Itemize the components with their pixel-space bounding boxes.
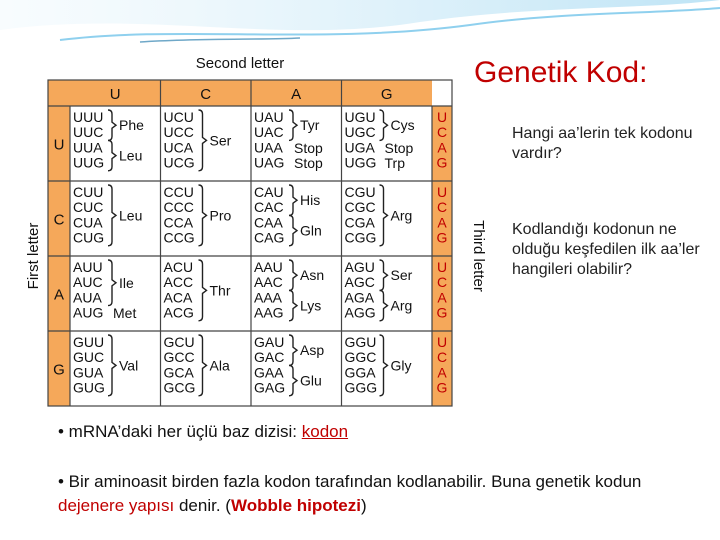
first-letter-A: A — [53, 286, 65, 304]
codon-UUC: UUC — [73, 124, 104, 141]
third-letter-label: Third letter — [470, 220, 487, 292]
amino-acid-cys: Cys — [390, 117, 415, 134]
bullet-degenerate-text: • Bir aminoasit birden fazla kodon tarafından kodlanabilir. Buna genetik kodun — [58, 472, 642, 491]
amino-acid-ala: Ala — [209, 357, 230, 374]
codon-UCA: UCA — [163, 139, 194, 156]
codon-ACU: ACU — [163, 259, 194, 275]
brace-icon — [108, 140, 116, 170]
codon-AUC: AUC — [73, 274, 103, 291]
brace-icon — [199, 260, 207, 321]
codon-table — [14, 46, 504, 416]
codon-UCC: UCC — [163, 124, 194, 141]
bullet-kodon — [58, 420, 698, 444]
brace-icon — [380, 185, 388, 246]
brace-icon — [108, 185, 116, 246]
codon-ACG: ACG — [163, 304, 194, 321]
codon-CAU: CAU — [254, 184, 284, 200]
codon-GCA: GCA — [163, 364, 194, 381]
codon-CUG: CUG — [73, 229, 105, 246]
codon-UGA: UGA — [344, 139, 375, 156]
codon-AAA: AAA — [254, 289, 283, 306]
amino-acid-stop: Stop — [384, 140, 414, 156]
first-letter-U: U — [53, 136, 65, 154]
slide-title: Genetik Kod: — [474, 56, 648, 89]
third-letter-G: G — [436, 229, 448, 246]
wobble-term: Wobble hipotezi — [230, 496, 361, 515]
codon-UUU: UUU — [73, 109, 104, 125]
amino-acid-lys: Lys — [300, 297, 322, 314]
amino-acid-his: His — [300, 192, 321, 209]
first-letter-G: G — [53, 361, 65, 379]
brace-icon — [289, 215, 297, 245]
codon-CUA: CUA — [73, 214, 103, 231]
kodon-term: kodon — [301, 422, 349, 441]
bullet-kodon-prefix: • m — [58, 422, 83, 441]
codon-UUA: UUA — [73, 139, 103, 156]
second-letter-U: U — [109, 86, 121, 103]
codon-GCC: GCC — [163, 349, 195, 366]
question-first-amino-acids: Kodlandığı kodonun ne olduğu keşfedilen ilk aa’ler hangileri olabilir? — [512, 221, 700, 278]
codon-UGG: UGG — [344, 154, 377, 171]
third-letter-A: A — [437, 214, 447, 231]
amino-acid-phe: Phe — [119, 117, 144, 134]
brace-icon — [108, 110, 116, 140]
brace-icon — [289, 110, 297, 140]
codon-GGC: GGC — [344, 349, 377, 366]
codon-UUG: UUG — [73, 154, 105, 171]
brace-icon — [108, 335, 116, 396]
codon-GGU: GGU — [344, 334, 377, 350]
brace-icon — [380, 290, 388, 320]
amino-acid-ser: Ser — [390, 267, 413, 284]
codon-CCG: CCG — [163, 229, 195, 246]
third-letter-G: G — [436, 154, 448, 171]
bullet-degenerate — [58, 470, 708, 518]
third-letter-C: C — [436, 349, 448, 366]
third-letter-U: U — [436, 184, 448, 200]
codon-AAG: AAG — [254, 304, 284, 321]
dejenere-term: dejenere yapısı — [58, 496, 175, 515]
codon-UGC: UGC — [344, 124, 376, 141]
first-letter-label: First letter — [25, 222, 42, 290]
third-letter-A: A — [437, 364, 447, 381]
codon-UAC: UAC — [254, 124, 284, 141]
question-single-codon: Hangi aa’lerin tek kodonu vardır? — [512, 125, 693, 162]
codon-GGA: GGA — [344, 364, 376, 381]
amino-acid-val: Val — [119, 357, 139, 374]
codon-GUU: GUU — [73, 334, 105, 350]
codon-UAA: UAA — [254, 139, 283, 156]
third-letter-C: C — [436, 199, 448, 216]
codon-ACA: ACA — [163, 289, 193, 306]
codon-CGU: CGU — [344, 184, 376, 200]
brace-icon — [289, 335, 297, 365]
brace-icon — [289, 185, 297, 215]
brace-icon — [108, 260, 116, 306]
second-letter-A: A — [291, 86, 302, 103]
amino-acid-arg: Arg — [390, 297, 413, 314]
second-letter-G: G — [380, 86, 393, 103]
second-letter-header — [48, 80, 432, 106]
third-letter-A: A — [437, 139, 447, 156]
codon-GAG: GAG — [254, 379, 286, 396]
codon-ACC: ACC — [163, 274, 194, 291]
bullet-degenerate-text2: denir. ( — [174, 496, 231, 515]
amino-acid-thr: Thr — [209, 282, 231, 299]
codon-CAC: CAC — [254, 199, 284, 216]
codon-UAU: UAU — [254, 109, 284, 125]
amino-acid-gly: Gly — [390, 357, 412, 374]
codon-GAA: GAA — [254, 364, 284, 381]
third-letter-U: U — [436, 334, 448, 350]
amino-acid-tyr: Tyr — [300, 117, 320, 134]
codon-AAU: AAU — [254, 259, 283, 275]
brace-icon — [289, 365, 297, 395]
second-letter-label: Second letter — [195, 55, 285, 72]
third-letter-U: U — [436, 109, 448, 125]
amino-acid-glu: Glu — [300, 372, 322, 389]
codon-CCU: CCU — [163, 184, 194, 200]
brace-icon — [380, 110, 388, 140]
brace-icon — [380, 335, 388, 396]
brace-icon — [199, 110, 207, 171]
codon-AGA: AGA — [344, 289, 375, 306]
codon-CCA: CCA — [163, 214, 194, 231]
third-letter-A: A — [437, 289, 447, 306]
amino-acid-gln: Gln — [300, 222, 322, 239]
codon-GGG: GGG — [344, 379, 378, 396]
brace-icon — [199, 335, 207, 396]
first-letter-C: C — [53, 211, 65, 229]
second-letter-C: C — [200, 86, 212, 103]
codon-GUG: GUG — [73, 379, 105, 396]
amino-acid-arg: Arg — [390, 207, 413, 224]
third-letter-C: C — [436, 124, 448, 141]
brace-icon — [199, 185, 207, 246]
amino-acid-trp: Trp — [384, 155, 405, 172]
codon-AUU: AUU — [73, 259, 103, 275]
codon-GUA: GUA — [73, 364, 104, 381]
third-letter-C: C — [436, 274, 448, 291]
brace-icon — [380, 260, 388, 290]
amino-acid-pro: Pro — [209, 207, 232, 224]
codon-UAG: UAG — [254, 154, 285, 171]
codon-CCC: CCC — [163, 199, 194, 216]
brace-icon — [289, 290, 297, 320]
codon-GUC: GUC — [73, 349, 105, 366]
amino-acid-leu: Leu — [119, 207, 143, 224]
codon-CUU: CUU — [73, 184, 104, 200]
codon-GCG: GCG — [163, 379, 196, 396]
codon-AGU: AGU — [344, 259, 375, 275]
amino-acid-met: Met — [113, 305, 137, 322]
amino-acid-asn: Asn — [300, 267, 325, 284]
codon-CGG: CGG — [344, 229, 377, 246]
codon-CGA: CGA — [344, 214, 375, 231]
codon-UGU: UGU — [344, 109, 376, 125]
brace-icon — [289, 260, 297, 290]
amino-acid-asp: Asp — [300, 342, 325, 359]
third-letter-G: G — [436, 379, 448, 396]
codon-AAC: AAC — [254, 274, 283, 291]
codon-AGG: AGG — [344, 304, 376, 321]
third-letter-U: U — [436, 259, 448, 275]
third-letter-G: G — [436, 304, 448, 321]
amino-acid-ser: Ser — [209, 132, 232, 149]
codon-GAC: GAC — [254, 349, 285, 366]
codon-GAU: GAU — [254, 334, 285, 350]
amino-acid-stop: Stop — [294, 140, 323, 156]
codon-GCU: GCU — [163, 334, 195, 350]
codon-AGC: AGC — [344, 274, 375, 291]
amino-acid-stop: Stop — [294, 155, 323, 172]
bullet-kodon-text: RNA’daki her üçlü baz dizisi: — [82, 422, 302, 441]
codon-UCU: UCU — [163, 109, 194, 125]
codon-CUC: CUC — [73, 199, 104, 216]
codon-UCG: UCG — [163, 154, 195, 171]
amino-acid-leu: Leu — [119, 147, 143, 164]
codon-CGC: CGC — [344, 199, 376, 216]
amino-acid-ile: Ile — [119, 274, 134, 291]
codon-AUA: AUA — [73, 289, 102, 306]
bullet-degenerate-text3: ) — [360, 496, 367, 515]
codon-CAA: CAA — [254, 214, 283, 231]
codon-AUG: AUG — [73, 304, 104, 321]
codon-CAG: CAG — [254, 229, 285, 246]
